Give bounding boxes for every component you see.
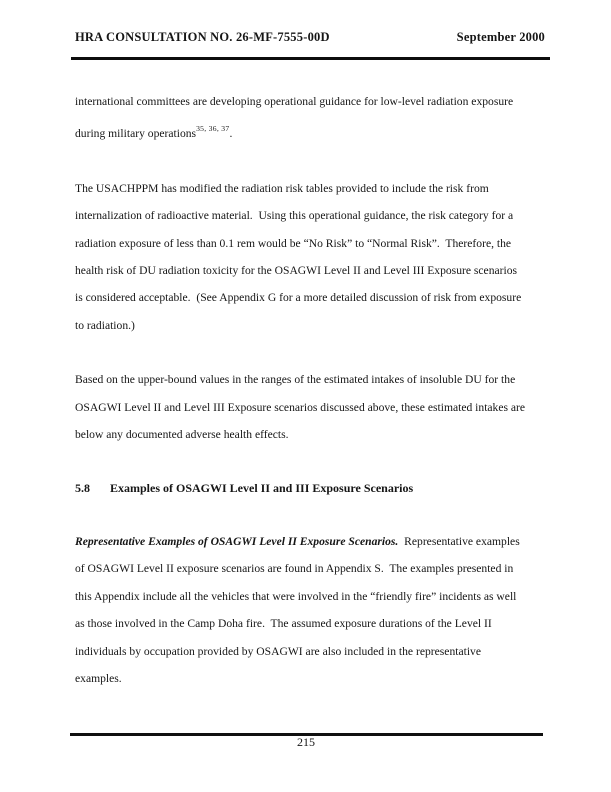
text-segment: to radiation.)	[75, 318, 135, 332]
text-line	[75, 257, 537, 284]
text-line	[75, 528, 537, 555]
text-line	[75, 421, 537, 448]
text-segment: health risk of DU radiation toxicity for the OSAGWI Level II and Level III Exposure scenarios	[75, 264, 518, 278]
text-line	[75, 394, 537, 421]
header-date: September 2000	[456, 30, 545, 44]
text-line	[75, 230, 537, 257]
section-heading-5-8	[75, 475, 537, 502]
text-segment: international committees are developing operational guidance for low-level radiation exposure	[75, 95, 514, 108]
text-segment: Representative Examples of OSAGWI Level II Exposure Scenarios.	[75, 534, 399, 548]
para-usachppm-risk-tables	[75, 175, 537, 339]
text-segment: The USACHPPM has modified the radiation risk tables provided to include the risk from	[75, 181, 489, 195]
text-line	[75, 312, 537, 339]
text-line	[75, 610, 537, 637]
text-segment: of OSAGWI Level II exposure scenarios are found in Appendix S. The examples presented in	[75, 562, 514, 576]
text-line	[75, 115, 537, 147]
page-footer	[75, 735, 537, 750]
text-line	[75, 175, 537, 202]
page-number: 215	[297, 735, 315, 749]
document-content	[75, 88, 537, 719]
text-line	[75, 202, 537, 229]
header-rule	[71, 57, 550, 60]
text-segment: OSAGWI Level II and Level III Exposure scenarios discussed above, these estimated intakes are	[75, 400, 526, 414]
para-upper-bound-intakes	[75, 366, 537, 448]
text-segment: is considered acceptable. (See Appendix G for a more detailed discussion of risk from exposure	[75, 291, 522, 305]
text-segment: below any documented adverse health effects.	[75, 428, 289, 442]
text-segment: Based on the upper-bound values in the ranges of the estimated intakes of insoluble DU for the	[75, 373, 516, 387]
text-segment: radiation exposure of less than 0.1 rem would be “No Risk” to “Normal Risk”. Therefore, the	[75, 236, 512, 250]
text-line	[75, 665, 537, 692]
text-line	[75, 583, 537, 610]
section-number: 5.8	[75, 481, 90, 496]
superscript-citations: 35, 36, 37	[196, 124, 230, 134]
text-line	[75, 638, 537, 665]
text-segment: internalization of radioactive material. Using this operational guidance, the risk category for a	[75, 209, 514, 223]
text-line	[75, 366, 537, 393]
text-segment: this Appendix include all the vehicles that were involved in the “friendly fire” incidents as well	[75, 589, 517, 603]
text-line	[75, 284, 537, 311]
text-segment: Representative examples	[398, 534, 520, 548]
text-segment: individuals by occupation provided by OSAGWI are also included in the representative	[75, 644, 481, 658]
text-segment: .	[229, 127, 233, 141]
page-header	[75, 30, 545, 45]
header-consultation-number: HRA CONSULTATION NO. 26-MF-7555-00D	[75, 30, 330, 44]
text-line	[75, 555, 537, 582]
para-operational-guidance	[75, 88, 537, 148]
text-segment: examples.	[75, 671, 122, 685]
para-representative-examples	[75, 528, 537, 692]
section-title: Examples of OSAGWI Level II and III Exposure Scenarios	[110, 481, 414, 496]
text-segment: as those involved in the Camp Doha fire. The assumed exposure durations of the Level II	[75, 617, 492, 631]
text-line	[75, 88, 537, 115]
text-segment: during military operations	[75, 127, 197, 141]
